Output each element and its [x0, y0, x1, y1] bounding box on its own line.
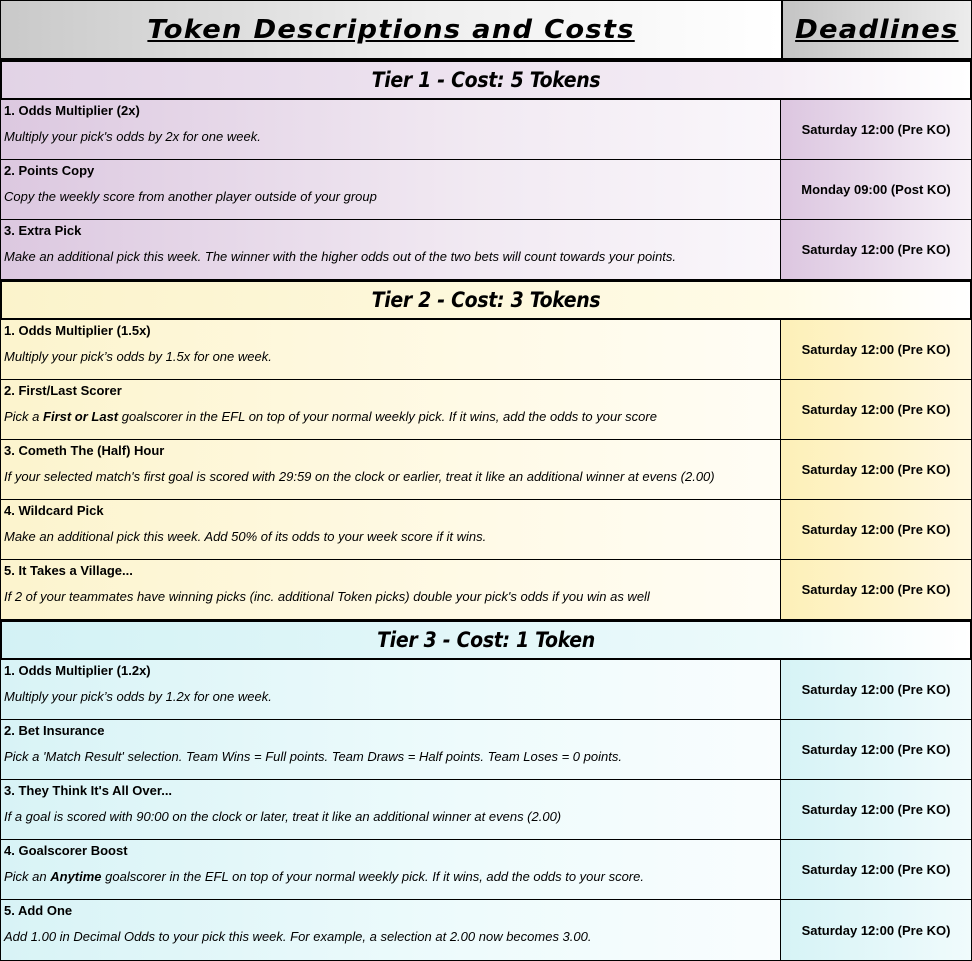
- token-deadline: Saturday 12:00 (Pre KO): [781, 560, 971, 619]
- table-row: [0, 720, 972, 780]
- token-description: Multiply your pick’s odds by 1.2x for one week.: [4, 689, 272, 704]
- header-deadlines-cell: [783, 1, 971, 58]
- token-description-cell: [1, 840, 781, 899]
- table-row: [0, 840, 972, 900]
- token-description: [4, 869, 780, 885]
- token-deadline: Saturday 12:00 (Pre KO): [781, 440, 971, 499]
- token-description: Make an additional pick this week. Add 50% of its odds to your week score if it wins.: [4, 529, 487, 544]
- token-name: 1. Odds Multiplier (2x): [4, 103, 140, 118]
- table-row: [0, 780, 972, 840]
- token-description-cell: [1, 160, 781, 219]
- table-row: [0, 560, 972, 620]
- token-deadline: Monday 09:00 (Post KO): [781, 160, 971, 219]
- token-name: 5. Add One: [4, 903, 73, 918]
- header-row: [0, 0, 972, 60]
- token-description-start: Pick a: [4, 409, 44, 424]
- token-description-cell: [1, 660, 781, 719]
- table-row: [0, 320, 972, 380]
- token-name: 3. Extra Pick: [4, 223, 82, 238]
- token-description: Copy the weekly score from another player outside of your group: [4, 189, 377, 204]
- token-deadline: Saturday 12:00 (Pre KO): [781, 660, 971, 719]
- token-name: 4. Wildcard Pick: [4, 503, 104, 518]
- table-row: [0, 380, 972, 440]
- token-description: If a goal is scored with 90:00 on the clock or later, treat it like an additional winner at evens (2.00): [4, 809, 562, 824]
- header-title-cell: [1, 1, 783, 58]
- token-deadline: Saturday 12:00 (Pre KO): [781, 500, 971, 559]
- token-description-emphasis: Anytime: [50, 869, 102, 884]
- token-description: If your selected match's first goal is scored with 29:59 on the clock or earlier, treat it like an additional winner at evens (2.00): [4, 469, 715, 484]
- table-row: [0, 660, 972, 720]
- header-deadlines: Deadlines: [795, 14, 959, 45]
- token-name: 3. Cometh The (Half) Hour: [4, 443, 165, 458]
- token-name: 1. Odds Multiplier (1.2x): [4, 663, 151, 678]
- tier-1-title: Tier 1 - Cost: 5 Tokens: [371, 68, 601, 92]
- token-description-cell: [1, 500, 781, 559]
- tier-3-banner: [0, 620, 972, 660]
- token-description-start: Pick an: [4, 869, 51, 884]
- token-deadline: Saturday 12:00 (Pre KO): [781, 720, 971, 779]
- tier-2-banner: [0, 280, 972, 320]
- token-description-end: goalscorer in the EFL on top of your normal weekly pick. If it wins, add the odds to your score: [118, 409, 657, 424]
- token-description: Make an additional pick this week. The winner with the higher odds out of the two bets will count towards your points.: [4, 249, 677, 264]
- token-deadline: Saturday 12:00 (Pre KO): [781, 320, 971, 379]
- table-row: [0, 900, 972, 961]
- token-description: Multiply your pick’s odds by 1.5x for one week.: [4, 349, 272, 364]
- token-description: Multiply your pick's odds by 2x for one week.: [4, 129, 261, 144]
- table-row: [0, 220, 972, 280]
- tier-1-banner: [0, 60, 972, 100]
- token-description: Add 1.00 in Decimal Odds to your pick this week. For example, a selection at 2.00 now becomes 3.00.: [4, 929, 592, 944]
- token-deadline: Saturday 12:00 (Pre KO): [781, 380, 971, 439]
- token-deadline: Saturday 12:00 (Pre KO): [781, 100, 971, 159]
- token-deadline: Saturday 12:00 (Pre KO): [781, 780, 971, 839]
- table-row: [0, 440, 972, 500]
- token-description-end: goalscorer in the EFL on top of your normal weekly pick. If it wins, add the odds to your score.: [101, 869, 644, 884]
- token-description-cell: [1, 380, 781, 439]
- token-name: 2. Bet Insurance: [4, 723, 105, 738]
- token-description-cell: [1, 220, 781, 279]
- token-description: Pick a 'Match Result' selection. Team Wins = Full points. Team Draws = Half points. Team Loses = 0 points.: [4, 749, 622, 764]
- table-row: [0, 500, 972, 560]
- header-title: Token Descriptions and Costs: [147, 14, 635, 45]
- token-description: [4, 409, 780, 425]
- token-description-cell: [1, 780, 781, 839]
- token-description-emphasis: First or Last: [43, 409, 119, 424]
- token-description-cell: [1, 560, 781, 619]
- tier-3-title: Tier 3 - Cost: 1 Token: [377, 628, 595, 652]
- token-description-cell: [1, 100, 781, 159]
- tier-2-title: Tier 2 - Cost: 3 Tokens: [371, 288, 601, 312]
- token-description-cell: [1, 900, 781, 960]
- token-name: 1. Odds Multiplier (1.5x): [4, 323, 151, 338]
- token-description-cell: [1, 720, 781, 779]
- token-name: 2. Points Copy: [4, 163, 95, 178]
- token-name: 4. Goalscorer Boost: [4, 843, 128, 858]
- token-description-cell: [1, 320, 781, 379]
- token-deadline: Saturday 12:00 (Pre KO): [781, 220, 971, 279]
- token-name: 2. First/Last Scorer: [4, 383, 122, 398]
- table-row: [0, 160, 972, 220]
- token-description-cell: [1, 440, 781, 499]
- table-row: [0, 100, 972, 160]
- token-name: 3. They Think It's All Over...: [4, 783, 173, 798]
- token-description: If 2 of your teammates have winning picks (inc. additional Token picks) double your pick's odds if you win as well: [4, 589, 650, 604]
- token-deadline: Saturday 12:00 (Pre KO): [781, 900, 971, 960]
- token-deadline: Saturday 12:00 (Pre KO): [781, 840, 971, 899]
- token-name: 5. It Takes a Village...: [4, 563, 133, 578]
